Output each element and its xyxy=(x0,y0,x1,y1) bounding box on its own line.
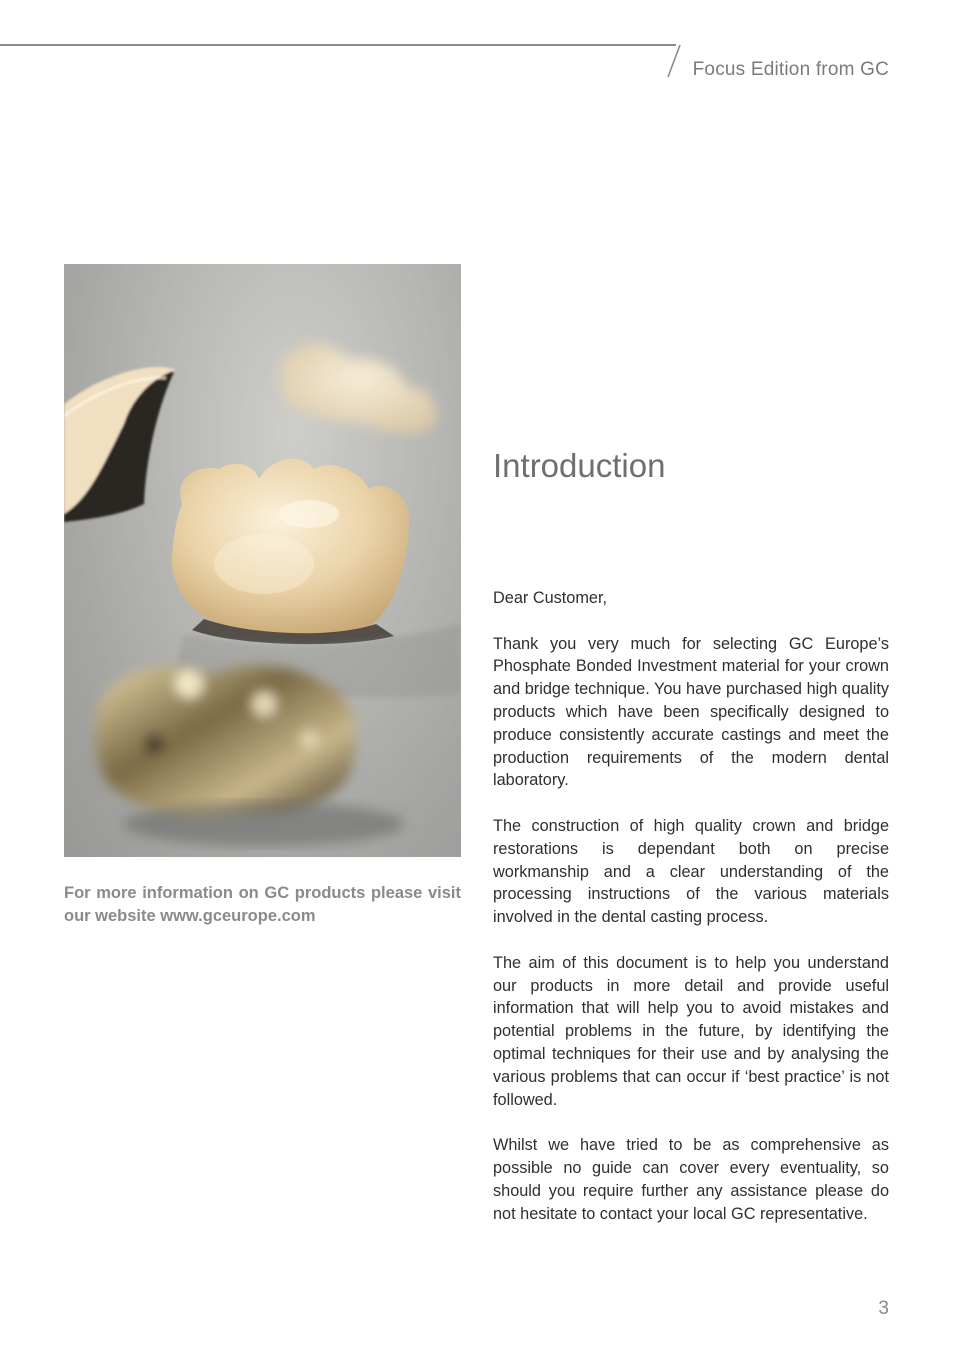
header-title: Focus Edition from GC xyxy=(692,59,889,80)
body-paragraph-4: Whilst we have tried to be as comprehensive as possible no guide can cover every eventuality, so should you require further any assistance please do not hesitate to contact your local GC representative. xyxy=(493,1136,889,1223)
body-paragraph-2: The construction of high quality crown and bridge restorations is dependant both on precise workmanship and a clear understanding of the processing instructions of the various materials involved in the dental casting process. xyxy=(493,816,889,927)
page-number: 3 xyxy=(878,1298,889,1319)
website-caption xyxy=(64,882,461,928)
dental-crowns-photo xyxy=(64,264,461,857)
section-title: Introduction xyxy=(493,447,666,484)
body-paragraph-3: The aim of this document is to help you understand our products in more detail and provide useful information that will help you to avoid mistakes and potential problems in the future, by identifying the optimal techniques for their use and by analysing the various problems that can occur if ‘best practice’ is not followed. xyxy=(493,953,889,1109)
caption-text: For more information on GC products please visit our website www.gceurope.com xyxy=(64,884,461,925)
photo-illustration xyxy=(64,264,461,857)
header-rule xyxy=(0,44,676,46)
introduction-body xyxy=(493,587,889,1248)
greeting-paragraph: Dear Customer, xyxy=(493,589,608,607)
header-slash-icon xyxy=(666,44,682,78)
body-paragraph-1: Thank you very much for selecting GC Europe’s Phosphate Bonded Investment material for your crown and bridge technique. You have purchased high quality products which have been specifically designed to produce consistently accurate castings and meet the production requirements of the modern dental laboratory. xyxy=(493,634,889,790)
